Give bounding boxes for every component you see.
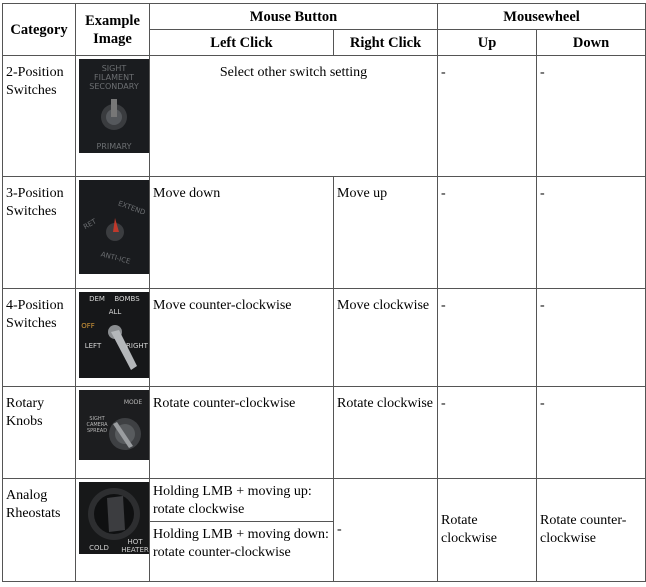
wheel-down-action: Rotate counter-clockwise [537, 479, 646, 582]
left-click-action: Rotate counter-clockwise [150, 387, 334, 479]
header-example-image: Example Image [76, 4, 150, 56]
svg-text:MODE: MODE [123, 399, 143, 406]
controls-table [2, 3, 646, 582]
example-image-cell [76, 479, 150, 582]
right-click-action: Move up [334, 177, 438, 289]
wheel-up-action: - [438, 387, 537, 479]
example-image-cell [76, 56, 150, 177]
wheel-down-action: - [537, 56, 646, 177]
svg-text:OFF: OFF [81, 322, 95, 330]
left-click-action: Move down [150, 177, 334, 289]
header-down: Down [537, 30, 646, 56]
svg-text:RET: RET [82, 217, 98, 232]
svg-text:COLD: COLD [89, 544, 109, 552]
svg-text:SIGHT: SIGHT [89, 416, 105, 422]
svg-text:LEFT: LEFT [84, 342, 102, 350]
left-click-down-action: Holding LMB + moving down: rotate counter-clockwise [150, 522, 334, 582]
table-row [3, 479, 646, 522]
example-image-cell [76, 177, 150, 289]
category-cell: 2-Position Switches [3, 56, 76, 177]
wheel-down-action: - [537, 289, 646, 387]
two-position-switch-image [79, 59, 149, 153]
example-image-cell [76, 387, 150, 479]
rotary-knob-image [79, 390, 149, 460]
header-category: Category [3, 4, 76, 56]
svg-text:HOT: HOT [127, 538, 143, 546]
header-up: Up [438, 30, 537, 56]
svg-text:PRIMARY: PRIMARY [96, 142, 132, 151]
table-row [3, 387, 646, 479]
right-click-action: Rotate clockwise [334, 387, 438, 479]
analog-rheostat-image [79, 482, 149, 554]
table-row [3, 177, 646, 289]
svg-text:BOMBS: BOMBS [114, 295, 140, 303]
table-row [3, 56, 646, 177]
three-position-switch-image [79, 180, 149, 274]
header-left-click: Left Click [150, 30, 334, 56]
svg-text:FILAMENT: FILAMENT [94, 73, 134, 82]
wheel-up-action: - [438, 177, 537, 289]
example-image-cell [76, 289, 150, 387]
category-cell: 4-Position Switches [3, 289, 76, 387]
header-mousewheel: Mousewheel [438, 4, 646, 30]
right-click-action: - [334, 479, 438, 582]
four-position-switch-image [79, 292, 149, 378]
svg-text:RIGHT: RIGHT [126, 342, 148, 350]
left-click-action: Move counter-clockwise [150, 289, 334, 387]
right-click-action: Move clockwise [334, 289, 438, 387]
svg-text:SECONDARY: SECONDARY [89, 82, 139, 91]
svg-text:ANTI-ICE: ANTI-ICE [99, 250, 132, 266]
category-cell: 3-Position Switches [3, 177, 76, 289]
svg-text:EXTEND: EXTEND [116, 199, 147, 217]
category-cell: Analog Rheostats [3, 479, 76, 582]
svg-text:ALL: ALL [108, 308, 122, 316]
wheel-down-action: - [537, 387, 646, 479]
category-cell: Rotary Knobs [3, 387, 76, 479]
header-mouse-button: Mouse Button [150, 4, 438, 30]
both-clicks-action: Select other switch setting [150, 56, 438, 177]
header-row-1 [3, 4, 646, 30]
table-row [3, 289, 646, 387]
wheel-down-action: - [537, 177, 646, 289]
wheel-up-action: Rotate clockwise [438, 479, 537, 582]
header-right-click: Right Click [334, 30, 438, 56]
svg-text:HEATER: HEATER [121, 546, 149, 554]
svg-text:SIGHT: SIGHT [101, 64, 127, 73]
svg-text:CAMERA: CAMERA [86, 422, 108, 428]
svg-text:SPREAD: SPREAD [86, 428, 108, 434]
svg-text:DEM: DEM [89, 295, 105, 303]
wheel-up-action: - [438, 289, 537, 387]
wheel-up-action: - [438, 56, 537, 177]
left-click-up-action: Holding LMB + moving up: rotate clockwise [150, 479, 334, 522]
